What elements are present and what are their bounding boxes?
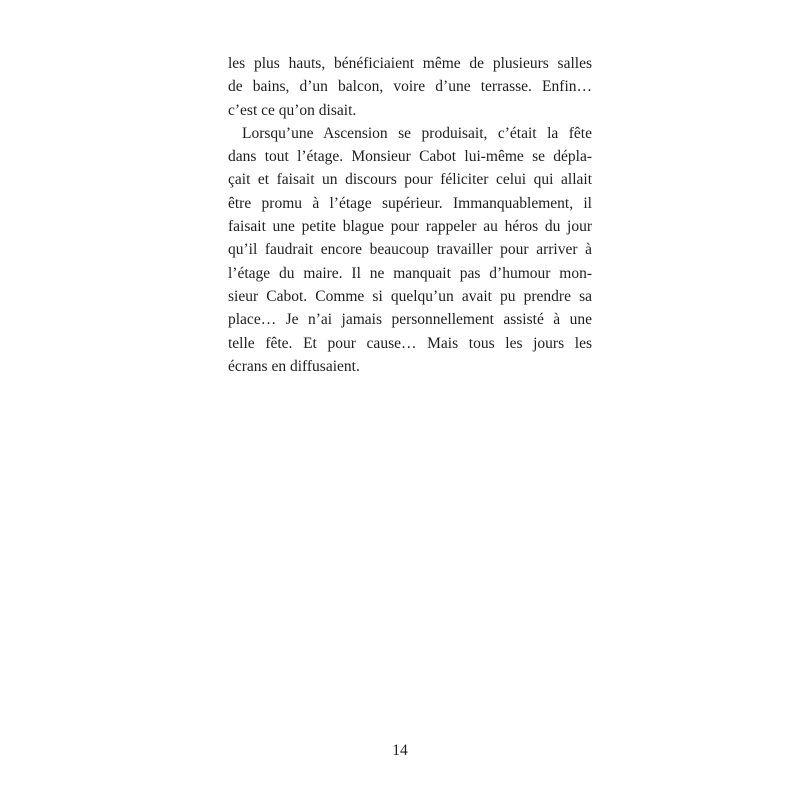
text-line: sieur Cabot. Comme si quelqu’un avait pu prendre sa xyxy=(228,287,592,305)
paragraph xyxy=(228,122,592,378)
text-line: l’étage du maire. Il ne manquait pas d’humour mon- xyxy=(228,264,592,282)
text-line: écrans en diffusaient. xyxy=(228,357,360,375)
text-line: dans tout l’étage. Monsieur Cabot lui-même se dépla- xyxy=(228,148,592,166)
text-line: les plus hauts, bénéficiaient même de plusieurs salles xyxy=(228,55,592,72)
text-line: qu’il faudrait encore beaucoup travailler pour arriver à xyxy=(228,241,592,259)
text-line: çait et faisait un discours pour féliciter celui qui allait xyxy=(228,171,592,189)
text-line: c’est ce qu’on disait. xyxy=(228,101,357,119)
text-line: Lorsqu’une Ascension se produisait, c’était la fête xyxy=(242,124,592,142)
text-line: place… Je n’ai jamais personnellement assisté à une xyxy=(228,311,592,329)
text-line: faisait une petite blague pour rappeler au héros du jour xyxy=(228,218,592,236)
paragraph xyxy=(228,52,592,122)
page-number: 14 xyxy=(392,742,408,759)
text-line: telle fête. Et pour cause… Mais tous les jours les xyxy=(228,334,592,352)
body-text xyxy=(228,52,592,378)
text-line: être promu à l’étage supérieur. Immanquablement, il xyxy=(228,194,592,212)
text-line: de bains, d’un balcon, voire d’une terrasse. Enfin… xyxy=(228,78,592,96)
